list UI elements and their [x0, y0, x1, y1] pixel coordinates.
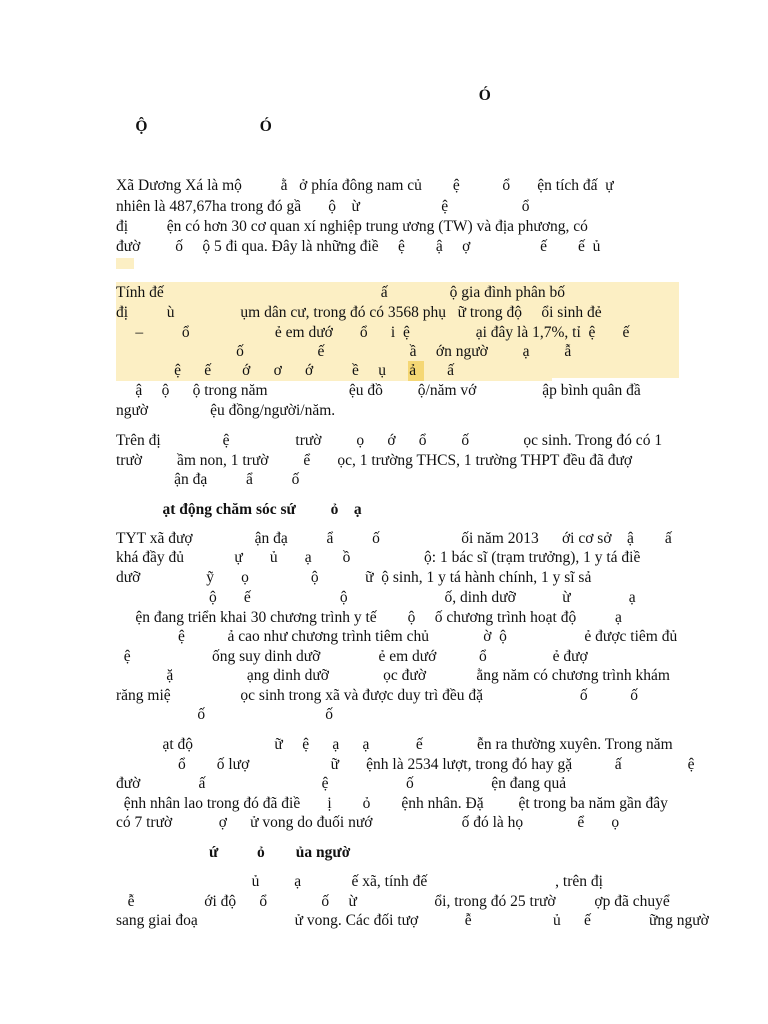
- paragraph-line: ạt độ ữ ệ ạ ạ ế ễn ra thường xuyên. Trong năm: [116, 736, 673, 753]
- paragraph-line: Xã Dương Xá là mộ ằ ở phía đông nam củ ệ ổ ện tích đấ ự: [116, 177, 614, 194]
- paragraph-line: ủ ạ ế xã, tính đế , trên đị: [116, 873, 603, 890]
- paragraph-line: ổ ố lượ ữ ệnh là 2534 lượt, trong đó hay gặ ấ ệ: [116, 756, 695, 773]
- paragraph-line: ệnh nhân lao trong đó đã điề ị ỏ ệnh nhân. Đặ ệt trong ba năm gần đây: [116, 795, 668, 812]
- paragraph-line: ặ ạng dinh dưỡ ọc đườ ằng năm có chương trình khám: [116, 667, 670, 684]
- document-subtitle: Ộ Ó: [116, 118, 272, 135]
- paragraph-line: ố ố: [116, 706, 333, 723]
- paragraph-line: nhiên là 487,67ha trong đó gầ ộ ừ ệ ổ: [116, 198, 530, 215]
- section-heading: ạt động chăm sóc sứ ỏ ạ: [116, 501, 362, 518]
- paragraph-line: TYT xã đượ ận đạ ẩ ố ối năm 2013 ới cơ sở ậ ấ: [116, 530, 672, 547]
- paragraph-line: đị ện có hơn 30 cơ quan xí nghiệp trung ương (TW) và địa phương, có: [116, 218, 588, 235]
- paragraph-line: khá đầy đủ ự ủ ạ ồ ộ: 1 bác sĩ (trạm trưởng), 1 y tá điề: [116, 549, 641, 566]
- paragraph-line: trườ ầm non, 1 trườ ể ọc, 1 trường THCS, 1 trường THPT đều đã đượ: [116, 452, 633, 469]
- paragraph-line: – ổ ẻ em dướ ổ i ệ ại đây là 1,7%, tỉ ệ ế: [116, 324, 630, 341]
- paragraph-line: ậ ộ ộ trong năm ệu đồ ộ/năm vớ ập bình quân đầ: [116, 382, 641, 399]
- paragraph-line: ễ ới độ ổ ố ừ ổi, trong đó 25 trườ ợp đã chuyể: [116, 893, 670, 910]
- paragraph-line: dưỡ ỹ ọ ộ ữ ộ sinh, 1 y tá hành chính, 1 y sĩ sả: [116, 569, 592, 586]
- paragraph-line: ngườ ệu đồng/người/năm.: [116, 402, 336, 419]
- paragraph-line: ố ế ầ ớn ngườ ạ ẫ: [116, 343, 572, 360]
- section-heading: ứ ỏ ủa ngườ: [116, 844, 351, 861]
- paragraph-line: ộ ế ộ ố, dinh dưỡ ừ ạ: [116, 589, 636, 606]
- paragraph-line: răng miệ ọc sinh trong xã và được duy trì đều đặ ố ố: [116, 687, 638, 704]
- paragraph-line: ệ ống suy dinh dưỡ ẻ em dướ ổ ẻ đượ: [116, 648, 588, 665]
- paragraph-line: có 7 trườ ợ ử vong do đuối nướ ố đó là họ ể ọ: [116, 814, 620, 831]
- highlight-marker: [116, 258, 134, 269]
- paragraph-line: đườ ấ ệ ố ện đang quả: [116, 775, 567, 792]
- paragraph-line: ệ ả cao như chương trình tiêm chủ ờ ộ ẻ được tiêm đủ: [116, 628, 678, 645]
- paragraph-line: đị ù ụm dân cư, trong đó có 3568 phụ ữ trong độ ổi sinh đẻ: [116, 304, 602, 321]
- document-title: Ó: [277, 87, 491, 104]
- paragraph-line: ận đạ ẩ ố: [116, 471, 300, 488]
- paragraph-line: Trên đị ệ trườ ọ ớ ổ ố ọc sinh. Trong đó có 1: [116, 432, 663, 449]
- paragraph-line: đườ ố ộ 5 đi qua. Đây là những điề ệ ậ ợ ế ế ủ: [116, 238, 601, 255]
- paragraph-line: sang giai đoạ ử vong. Các đối tượ ễ ủ ế ững ngườ: [116, 912, 709, 929]
- paragraph-line: ện đang triển khai 30 chương trình y tế ộ ố chương trình hoạt độ ạ: [116, 609, 622, 626]
- paragraph-line: Tính đế ấ ộ gia đình phân bố: [116, 284, 566, 301]
- paragraph-line: ệ ế ớ ơ ớ ề ụ ả ấ: [116, 362, 454, 379]
